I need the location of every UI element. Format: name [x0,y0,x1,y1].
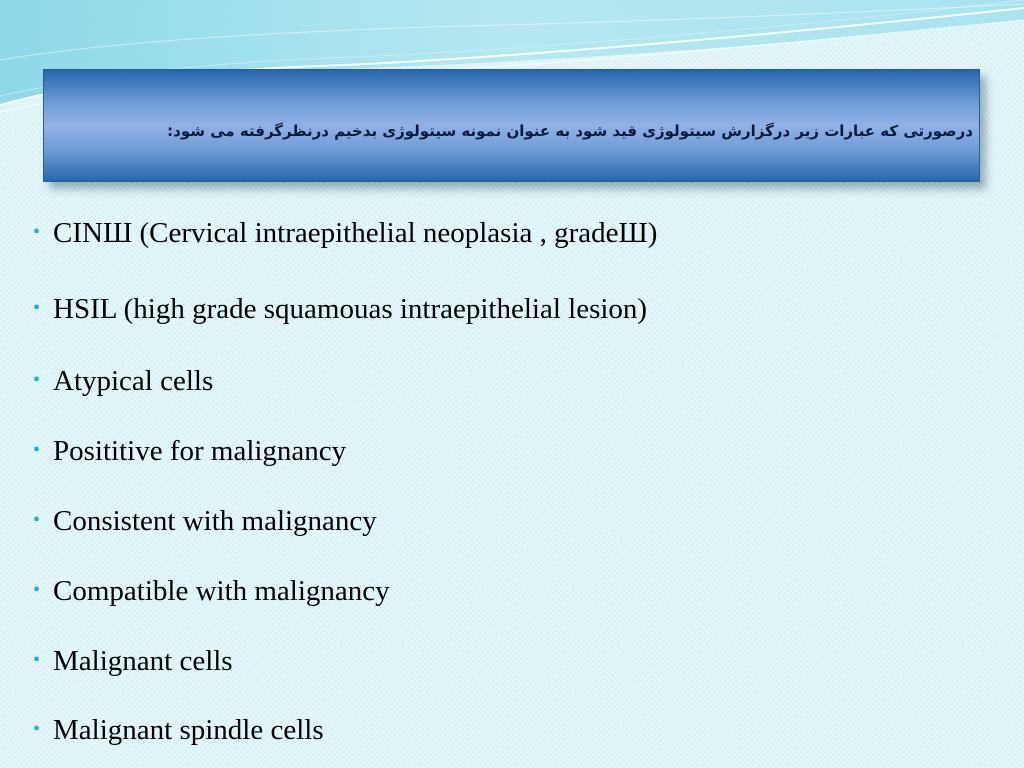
bullet-icon: • [33,221,41,243]
list-item-text: Malignant spindle cells [53,714,324,746]
list-item [33,502,377,539]
list-item-text: Atypical cells [53,365,214,397]
bullet-icon: • [33,509,41,531]
list-item-text: CINШ (Cervical intraepithelial neoplasia , gradeШ) [53,217,658,249]
bullet-icon: • [33,297,41,319]
list-item-text: Malignant cells [53,645,233,677]
bullet-icon: • [33,579,41,601]
list-item [33,711,324,748]
list-item [33,642,233,679]
list-item [33,214,657,251]
list-item-text: Posititive for malignancy [53,435,347,467]
list-item [33,290,647,327]
list-item-text: HSIL (high grade squamouas intraepithelial lesion) [53,293,648,325]
list-item [33,362,213,399]
list-item [33,432,346,469]
bullet-icon: • [33,718,41,740]
bullet-icon: • [33,439,41,461]
list-item-text: Consistent with malignancy [53,505,377,537]
bullet-icon: • [33,649,41,671]
title-box [43,69,980,182]
list-item [33,572,390,609]
list-item-text: Compatible with malignancy [53,575,390,607]
slide-title: درصورتی که عبارات زیر درگزارش سیتولوژی قید شود به عنوان نمونه سیتولوژی بدخیم درنظرگرفته می شود: [167,122,973,140]
bullet-icon: • [33,369,41,391]
